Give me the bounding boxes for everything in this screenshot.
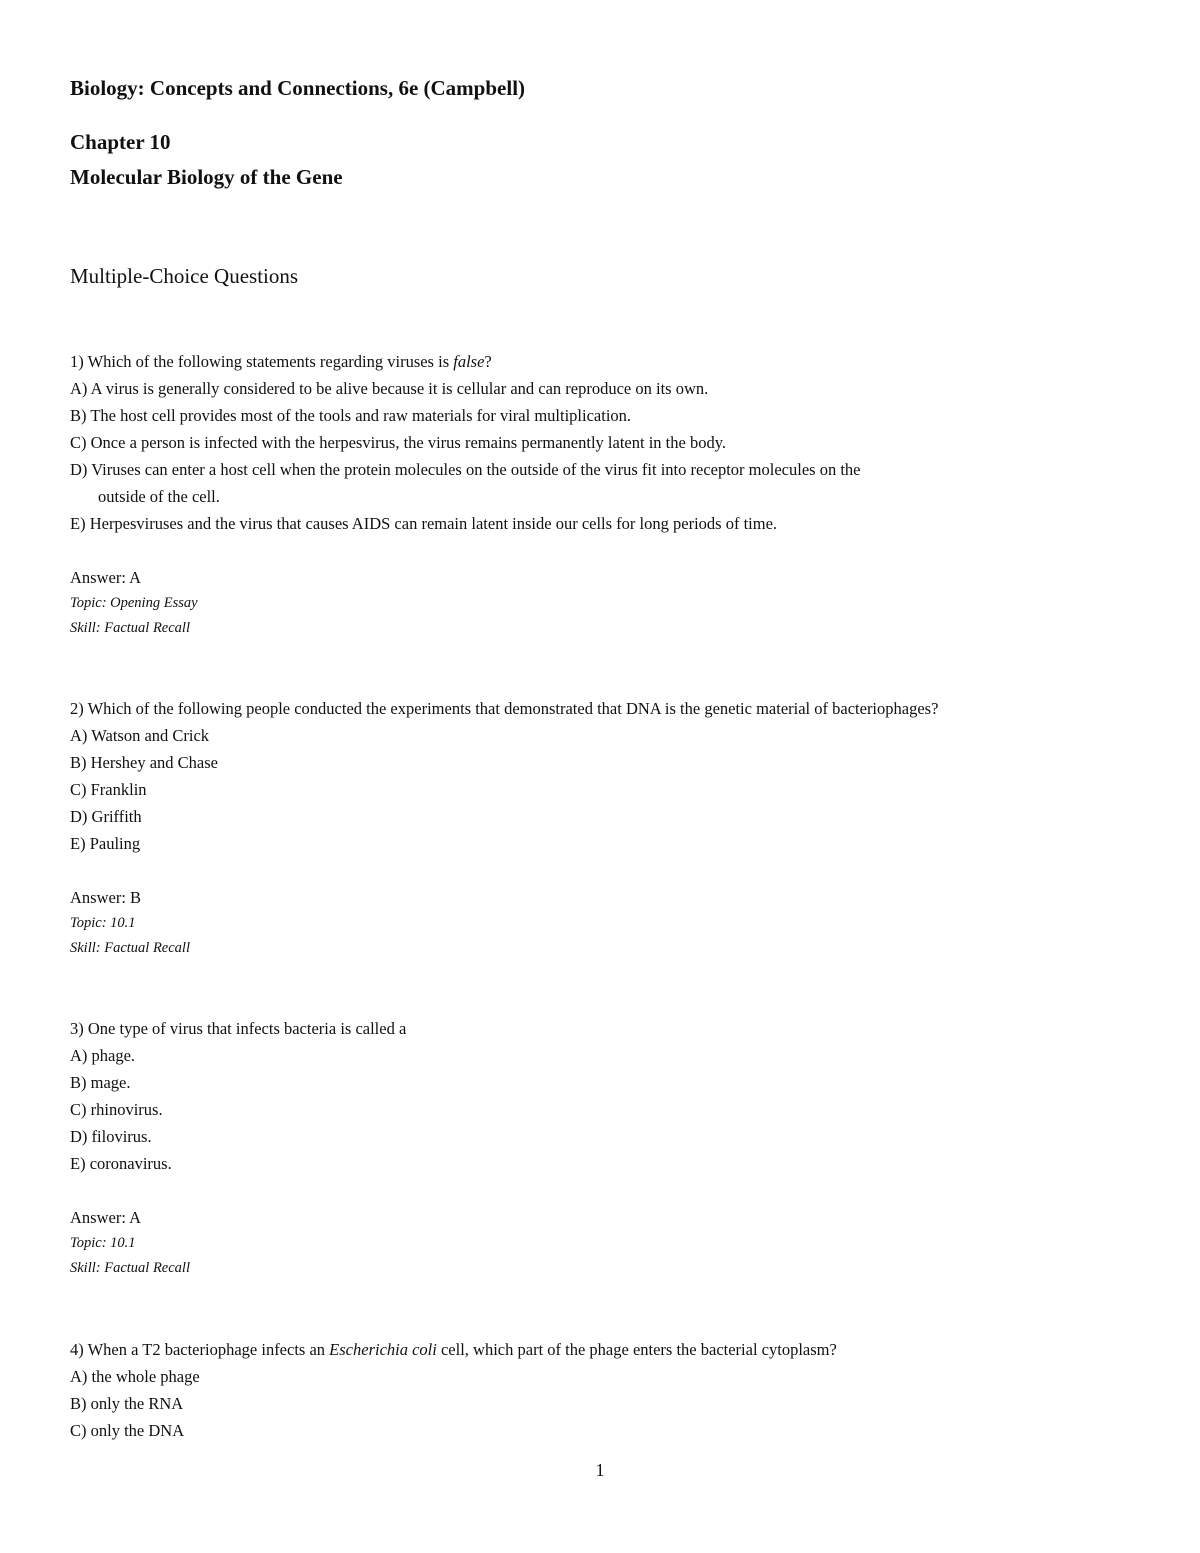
option-a: A) A virus is generally considered to be alive because it is cellular and can reproduce on its own. (70, 379, 709, 398)
stem-emphasis: Escherichia coli (329, 1340, 437, 1359)
option-c: C) only the DNA (70, 1421, 185, 1440)
option-e: E) Pauling (70, 834, 141, 853)
stem-text: 4) When a T2 bacteriophage infects an (70, 1340, 330, 1359)
question-stem: 2) Which of the following people conducted the experiments that demonstrated that DNA is the genetic material of bacteriophages? (70, 699, 939, 718)
book-title: Biology: Concepts and Connections, 6e (Campbell) (70, 76, 526, 100)
section-heading: Multiple-Choice Questions (70, 264, 299, 288)
skill: Skill: Factual Recall (70, 1260, 190, 1276)
topic: Topic: Opening Essay (70, 595, 198, 611)
answer: Answer: A (70, 1208, 142, 1227)
skill: Skill: Factual Recall (70, 620, 190, 636)
question-stem (70, 348, 1140, 375)
option-b: B) mage. (70, 1073, 131, 1092)
option-d: D) Griffith (70, 807, 142, 826)
question-stem (70, 1336, 1140, 1363)
topic: Topic: 10.1 (70, 915, 136, 931)
question-4 (70, 1336, 1140, 1444)
chapter-number: Chapter 10 (70, 130, 171, 154)
option-c: C) rhinovirus. (70, 1100, 163, 1119)
option-b: B) The host cell provides most of the tools and raw materials for viral multiplication. (70, 406, 632, 425)
question-stem: 3) One type of virus that infects bacteria is called a (70, 1019, 407, 1038)
option-e: E) coronavirus. (70, 1154, 172, 1173)
page-number: 1 (595, 1460, 605, 1480)
question-1 (70, 348, 1140, 641)
option-d-continuation: outside of the cell. (98, 487, 220, 506)
skill: Skill: Factual Recall (70, 940, 190, 956)
stem-text: 1) Which of the following statements regarding viruses is (70, 352, 454, 371)
option-a: A) Watson and Crick (70, 726, 210, 745)
option-a: A) phage. (70, 1046, 136, 1065)
option-e: E) Herpesviruses and the virus that causes AIDS can remain latent inside our cells for long periods of time. (70, 514, 778, 533)
chapter-title: Molecular Biology of the Gene (70, 165, 343, 189)
question-3 (70, 1015, 1140, 1281)
stem-emphasis: false (453, 352, 485, 371)
option-c: C) Franklin (70, 780, 147, 799)
option-d: D) filovirus. (70, 1127, 152, 1146)
option-b: B) Hershey and Chase (70, 753, 219, 772)
answer: Answer: B (70, 888, 142, 907)
topic: Topic: 10.1 (70, 1235, 136, 1251)
question-2 (70, 695, 1140, 961)
option-b: B) only the RNA (70, 1394, 184, 1413)
stem-text-end: cell, which part of the phage enters the bacterial cytoplasm? (436, 1340, 837, 1359)
option-c: C) Once a person is infected with the herpesvirus, the virus remains permanently latent in the body. (70, 433, 726, 452)
option-d: D) Viruses can enter a host cell when the protein molecules on the outside of the virus fit into receptor molecules on the (70, 460, 861, 479)
stem-text-end: ? (484, 352, 492, 371)
answer: Answer: A (70, 568, 142, 587)
option-a: A) the whole phage (70, 1367, 200, 1386)
